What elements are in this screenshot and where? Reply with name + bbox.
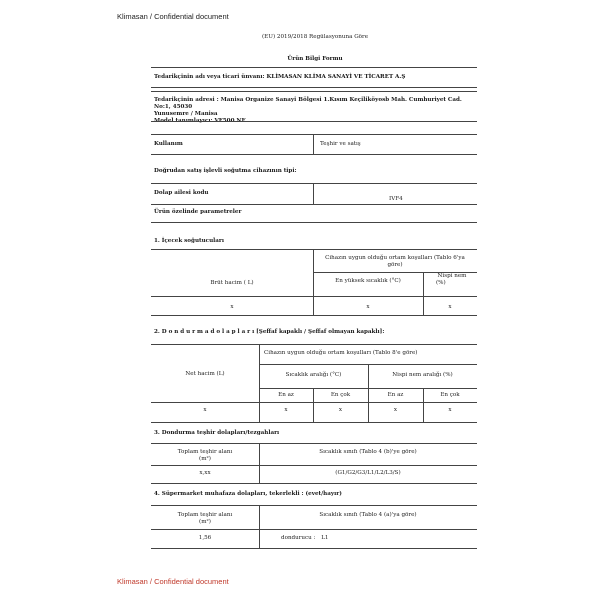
s3-table-bottom bbox=[151, 483, 477, 484]
s1-header-bottom bbox=[151, 296, 477, 297]
s2-value-4: x bbox=[393, 407, 398, 413]
s1-col-max-temp: En yüksek sıcaklık (°C) bbox=[335, 278, 401, 284]
family-code-label: Dolap ailesi kodu bbox=[154, 190, 209, 196]
supplier-name-row bbox=[154, 74, 405, 81]
form-title: Ürün Bilgi Formu bbox=[287, 56, 343, 62]
s4-value-area: 1,56 bbox=[198, 535, 212, 541]
s4-col-display-area-unit: (m²) bbox=[199, 519, 211, 525]
s1-col-gross-volume: Brüt hacim ( L) bbox=[210, 280, 254, 286]
s2-col-temp-min: En az bbox=[278, 392, 294, 398]
s1-col-rh-line2: (%) bbox=[436, 280, 446, 286]
family-row-top bbox=[151, 183, 477, 184]
s1-col-rh bbox=[428, 273, 476, 287]
s2-value-1: x bbox=[203, 407, 207, 413]
s1-value-3: x bbox=[448, 304, 452, 310]
s2-table-top bbox=[151, 344, 477, 345]
supplier-name-label: Tedarikçinin adı veya ticari ünvanı: bbox=[154, 74, 265, 80]
divider bbox=[151, 67, 477, 68]
s1-col-rh-line1: Nispi nem bbox=[437, 273, 467, 279]
usage-row-bottom bbox=[151, 154, 477, 155]
s3-value-area: x,xx bbox=[199, 470, 211, 476]
section-4-title: 4. Süpermarket muhafaza dolapları, tekerlekli : (evet/hayır) bbox=[154, 491, 342, 497]
family-row-bottom bbox=[151, 204, 477, 205]
s2-col-temp-max: En çok bbox=[330, 392, 351, 398]
supplier-address-label: Tedarikçinin adresi : bbox=[154, 97, 219, 103]
usage-label: Kullanım bbox=[154, 141, 183, 147]
supplier-address-line2: Yunusemre / Manisa bbox=[154, 111, 218, 117]
s2-sub-line bbox=[259, 388, 477, 389]
s2-value-2: x bbox=[284, 407, 288, 413]
section-3-title: 3. Dondurma teşhir dolapları/tezgahları bbox=[154, 430, 280, 436]
s2-value-5: x bbox=[448, 407, 452, 413]
s4-value-temp-class-label: dondurucu : bbox=[281, 535, 316, 541]
family-code-value: IVF4 bbox=[389, 196, 403, 202]
s2-col-net-volume: Net hacim (L) bbox=[185, 371, 225, 377]
s2-col-temp-range: Sıcaklık aralığı (°C) bbox=[285, 372, 342, 378]
usage-value: Teşhir ve satış bbox=[320, 141, 361, 147]
family-row-separator bbox=[313, 183, 314, 205]
section-2-title: 2. D o n d u r m a d o l a p l a r ı [Şeffaf kapaklı / Şeffaf olmayan kapaklı]: bbox=[154, 329, 385, 335]
supplier-address-line1: Manisa Organize Sanayi Bölgesi 1.Kısım Keçiliköyosb Mah. Cumhuriyet Cad. No:1, 45030 bbox=[154, 97, 462, 110]
s3-value-temp-class: (G1/G2/G3/L1/L2/L3/S) bbox=[335, 470, 401, 476]
s1-group-header-line1: Cihazın uygun olduğu ortam koşulları (Tablo 6'ya bbox=[325, 255, 465, 261]
s4-col-display-area-line1: Toplam teşhir alanı bbox=[177, 512, 233, 518]
s4-col-temp-class: Sıcaklık sınıfı (Tablo 4 (a)'ya göre) bbox=[319, 512, 417, 518]
divider bbox=[151, 91, 477, 92]
s2-col-rh-max: En çok bbox=[440, 392, 460, 398]
s1-value-2: x bbox=[366, 304, 370, 310]
s4-value-temp-class-code: L1 bbox=[321, 535, 329, 541]
s4-value-temp-class bbox=[281, 535, 328, 542]
supplier-name: KLİMASAN KLİMA SANAYİ VE TİCARET A.Ş bbox=[266, 74, 406, 80]
header-note: Klimasan / Confidential document bbox=[117, 12, 229, 21]
s3-col-display-area bbox=[151, 449, 259, 463]
s3-table-top bbox=[151, 443, 477, 444]
s3-col-display-area-line1: Toplam teşhir alanı bbox=[177, 449, 233, 455]
divider bbox=[151, 222, 477, 223]
usage-row-separator bbox=[313, 134, 314, 154]
section-1-title: 1. İçecek soğutucuları bbox=[154, 238, 224, 244]
s4-table-bottom bbox=[151, 548, 477, 549]
s1-value-1: x bbox=[230, 304, 234, 310]
regulation-reference: (EU) 2019/2018 Regülasyonuna Göre bbox=[261, 34, 369, 40]
parameters-label: Ürün özelinde parametreler bbox=[154, 209, 242, 215]
s3-col-temp-class: Sıcaklık sınıfı (Tablo 4 (b)'ye göre) bbox=[319, 449, 417, 455]
s2-table-bottom bbox=[151, 422, 477, 423]
model-label: Model tanımlayıcı: bbox=[154, 118, 213, 124]
s1-table-top bbox=[151, 249, 477, 250]
s4-header-bottom bbox=[151, 529, 477, 530]
s4-col-display-area bbox=[151, 512, 259, 526]
s2-col-rh-min: En az bbox=[387, 392, 404, 398]
s4-table-top bbox=[151, 505, 477, 506]
divider bbox=[151, 121, 477, 122]
device-type-label: Doğrudan satış işlevli soğutma cihazının tipi: bbox=[154, 168, 297, 174]
s3-col-display-area-unit: (m²) bbox=[199, 456, 211, 462]
divider bbox=[151, 87, 477, 88]
s2-group-header: Cihazın uygun olduğu ortam koşulları (Tablo 8'e göre) bbox=[264, 350, 418, 356]
s2-col-rh-range: Nispi nem aralığı (%) bbox=[392, 372, 453, 378]
s1-group-header-line2: göre) bbox=[387, 262, 403, 268]
s1-group-header bbox=[313, 255, 477, 269]
model-value: VF500 NF bbox=[214, 118, 246, 124]
usage-row-top bbox=[151, 134, 477, 135]
s2-header-bottom bbox=[151, 402, 477, 403]
footer-note: Klimasan / Confidential document bbox=[117, 577, 229, 586]
s2-value-3: x bbox=[338, 407, 343, 413]
s3-header-bottom bbox=[151, 465, 477, 466]
s1-table-bottom bbox=[151, 315, 477, 316]
